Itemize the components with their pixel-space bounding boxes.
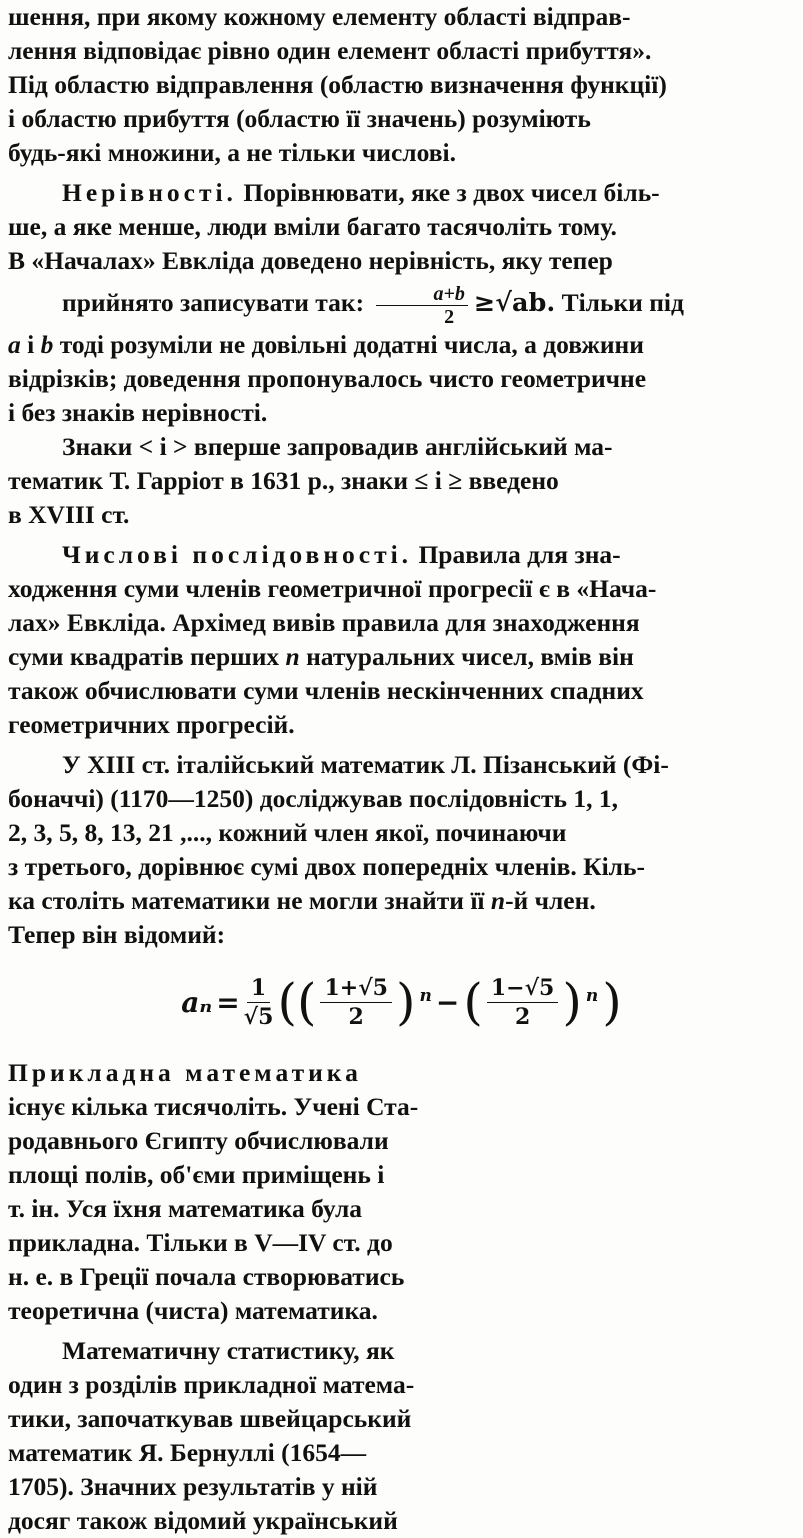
section-heading-inequalities: Нерівності.	[62, 178, 237, 207]
outer-paren-open: ((	[277, 973, 317, 1031]
text-line: Під областю відправлення (областю визначення функції)	[8, 70, 667, 99]
variable-a: a	[8, 330, 21, 359]
binet-formula	[8, 954, 795, 1050]
exponent-n: n	[585, 986, 599, 1006]
term-2-numerator: 1−√5	[487, 974, 559, 1003]
text-line: прикладна. Тільки в V—IV ст. до	[8, 1228, 393, 1257]
text-line: також обчислювати суми членів нескінченних спадних	[8, 676, 644, 705]
text-line: ходження суми членів геометричної прогресії є в «Нача-	[8, 574, 657, 603]
section-heading-applied-math: Прикладна математика	[8, 1058, 362, 1087]
paragraph-numeric-sequences	[8, 538, 795, 742]
text-line: математик Я. Бернуллі (1654—	[8, 1438, 367, 1467]
text-segment: тоді розуміли не довільні додатні числа, а довжини	[53, 330, 644, 359]
text-line: Математичну статистику, як	[62, 1336, 395, 1365]
paragraph-fibonacci	[8, 748, 795, 952]
text-line: ше, а яке менше, люди вміли багато тасячоліть тому.	[8, 212, 617, 241]
text-line: н. е. в Греції почала створюватись	[8, 1262, 405, 1291]
text-segment: прийнято записувати так:	[62, 288, 365, 317]
text-line: досяг також відомий український	[8, 1506, 398, 1535]
text-line: Знаки < і > вперше запровадив англійський ма-	[62, 432, 613, 461]
text-line: В «Началах» Евкліда доведено нерівність, яку тепер	[8, 246, 613, 275]
text-line: родавнього Єгипту обчислювали	[8, 1126, 389, 1155]
formula-equals: =	[216, 985, 240, 1019]
text-line: тематик Т. Гарріот в 1631 р., знаки ≤ і ≥ введено	[8, 466, 559, 495]
section-heading-sequences: Числові послідовності.	[62, 540, 413, 569]
coefficient-denominator: √5	[243, 1003, 274, 1030]
text-line: 2, 3, 5, 8, 13, 21 ,..., кожний член якої, починаючи	[8, 818, 567, 847]
exponent-n: n	[419, 986, 432, 1006]
text-line: шення, при якому кожному елементу області відправ-	[8, 2, 631, 31]
text-segment: натуральних чисел, вмів він	[299, 642, 634, 671]
paren-close: )	[395, 973, 416, 1031]
term-2-denominator: 2	[514, 1003, 531, 1030]
paragraph-statistics	[8, 1334, 508, 1538]
variable-n: n	[285, 642, 300, 671]
text-line: У XIII ст. італійський математик Л. Пізанський (Фі-	[62, 750, 669, 779]
term-1-numerator: 1+√5	[320, 974, 392, 1003]
text-line: теоретична (чиста) математика.	[8, 1296, 378, 1325]
text-line: і без знаків нерівності.	[8, 398, 268, 427]
outer-paren-close: )	[602, 973, 622, 1031]
text-line: 1705). Значних результатів у ній	[8, 1472, 378, 1501]
formula-term-1	[320, 974, 392, 1031]
text-line: з третього, дорівнює сумі двох попередніх членів. Кіль-	[8, 852, 645, 881]
text-line: боначчі) (1170—1250) досліджував послідовність 1, 1,	[8, 784, 618, 813]
paragraph-function-definition	[8, 0, 795, 170]
text-segment: ка століть математики не могли знайти її	[8, 886, 491, 915]
coefficient-numerator: 1	[247, 974, 270, 1003]
text-segment: і	[20, 330, 41, 359]
formula-term-2	[487, 974, 559, 1031]
paren-close: )	[562, 973, 582, 1031]
text-segment: Тільки під	[555, 288, 684, 317]
paragraph-inequalities	[8, 176, 795, 430]
variable-b: b	[40, 330, 54, 359]
text-segment: Правила для зна-	[412, 540, 621, 569]
fraction-denominator: 2	[444, 305, 455, 328]
text-line: будь-які множини, а не тільки числові.	[8, 138, 456, 167]
text-line: тики, започаткував швейцарський	[8, 1404, 412, 1433]
paragraph-applied-math	[8, 1056, 508, 1328]
text-line: і областю прибуття (областю її значень) розуміють	[8, 104, 591, 133]
text-segment: -й член.	[505, 886, 596, 915]
formula-coefficient	[244, 974, 274, 1031]
paren-open: (	[463, 973, 483, 1031]
text-segment: суми квадратів перших	[8, 642, 286, 671]
text-segment: Порівнювати, яке з двох чисел біль-	[236, 178, 660, 207]
text-line: лення відповідає рівно один елемент області прибуття».	[8, 36, 652, 65]
inequality-sqrt-ab: ≥√ab.	[473, 288, 556, 318]
text-line: один з розділів прикладної матема-	[8, 1370, 415, 1399]
formula-lhs: aₙ	[181, 985, 213, 1019]
text-line: відрізків; доведення пропонувалось чисто геометричне	[8, 364, 647, 393]
fraction-a-plus-b-over-2	[376, 283, 467, 328]
formula-minus: −	[435, 985, 460, 1019]
fraction-numerator: a+b	[376, 283, 467, 306]
variable-n: n	[490, 886, 506, 915]
paragraph-inequality-signs	[8, 430, 795, 532]
text-line: геометричних прогресій.	[8, 710, 295, 739]
term-1-denominator: 2	[348, 1003, 364, 1030]
text-line: Тепер він відомий:	[8, 920, 226, 949]
text-line: в XVIII ст.	[8, 500, 130, 529]
text-line: площі полів, об'єми приміщень і	[8, 1160, 385, 1189]
text-line: існує кілька тисячоліть. Учені Ста-	[8, 1092, 419, 1121]
text-line: лах» Евкліда. Архімед вивів правила для знаходження	[8, 608, 640, 637]
text-line: т. ін. Уся їхня математика була	[8, 1194, 363, 1223]
